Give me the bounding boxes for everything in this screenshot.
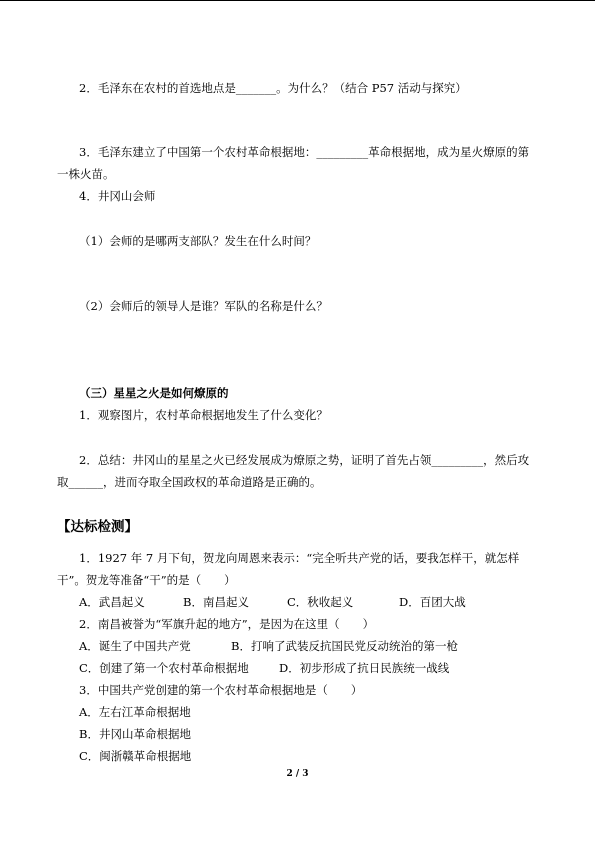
test-2-options-row-1 — [79, 638, 458, 654]
test-2-options-row-2 — [79, 660, 449, 676]
test-1-option-d: D．百团大战 — [399, 595, 466, 609]
section-3-title: （三）星星之火是如何燎原的 — [79, 386, 229, 400]
section-3-question-1: 1．观察图片，农村革命根据地发生了什么变化？ — [79, 408, 328, 422]
question-4-1: （1）会师的是哪两支部队？发生在什么时间？ — [79, 234, 317, 248]
question-2: 2．毛泽东在农村的首选地点是_______。为什么？（结合 P57 活动与探究） — [79, 81, 467, 95]
section-3-question-2-line-2: 取______，进而夺取全国政权的革命道路是正确的。 — [57, 475, 322, 489]
test-1-option-a: A．武昌起义 — [79, 595, 145, 609]
test-1-option-b: B．南昌起义 — [183, 595, 249, 609]
test-2-option-b: B．打响了武装反抗国民党反动统治的第一枪 — [231, 639, 458, 653]
check-section-header: 【达标检测】 — [57, 519, 138, 535]
test-2-option-c: C．创建了第一个农村革命根据地 — [79, 661, 249, 675]
test-2: 2．南昌被誉为“军旗升起的地方”，是因为在这里（ ） — [79, 617, 375, 631]
test-1-line-2: 干”。贺龙等准备“干”的是（ ） — [57, 573, 236, 587]
test-2-option-a: A．诞生了中国共产党 — [79, 639, 191, 653]
question-4: 4．井冈山会师 — [79, 189, 156, 203]
section-3-question-2-line-1: 2．总结：井冈山的星星之火已经发展成为燎原之势，证明了首先占领_________，然后攻 — [79, 453, 530, 467]
page-number: 2 / 3 — [286, 769, 309, 779]
question-3-line-2: 一株火苗。 — [57, 167, 115, 181]
test-2-option-d: D．初步形成了抗日民族统一战线 — [279, 661, 450, 675]
test-3-option-a: A．左右江革命根据地 — [79, 705, 191, 719]
question-3-line-1: 3．毛泽东建立了中国第一个农村革命根据地：_________革命根据地，成为星火燎原的第 — [79, 145, 530, 159]
test-3: 3．中国共产党创建的第一个农村革命根据地是（ ） — [79, 683, 363, 697]
test-1-line-1: 1．1927 年 7 月下旬，贺龙向周恩来表示：“完全听共产党的话，要我怎样干，就怎样 — [79, 551, 520, 565]
test-3-option-c: C．闽浙赣革命根据地 — [79, 749, 192, 763]
test-1-option-c: C．秋收起义 — [287, 595, 354, 609]
page-top-rule — [0, 0, 595, 1]
test-1-options — [79, 594, 466, 610]
test-3-option-b: B．井冈山革命根据地 — [79, 727, 191, 741]
question-4-2: （2）会师后的领导人是谁？军队的名称是什么？ — [79, 299, 328, 313]
